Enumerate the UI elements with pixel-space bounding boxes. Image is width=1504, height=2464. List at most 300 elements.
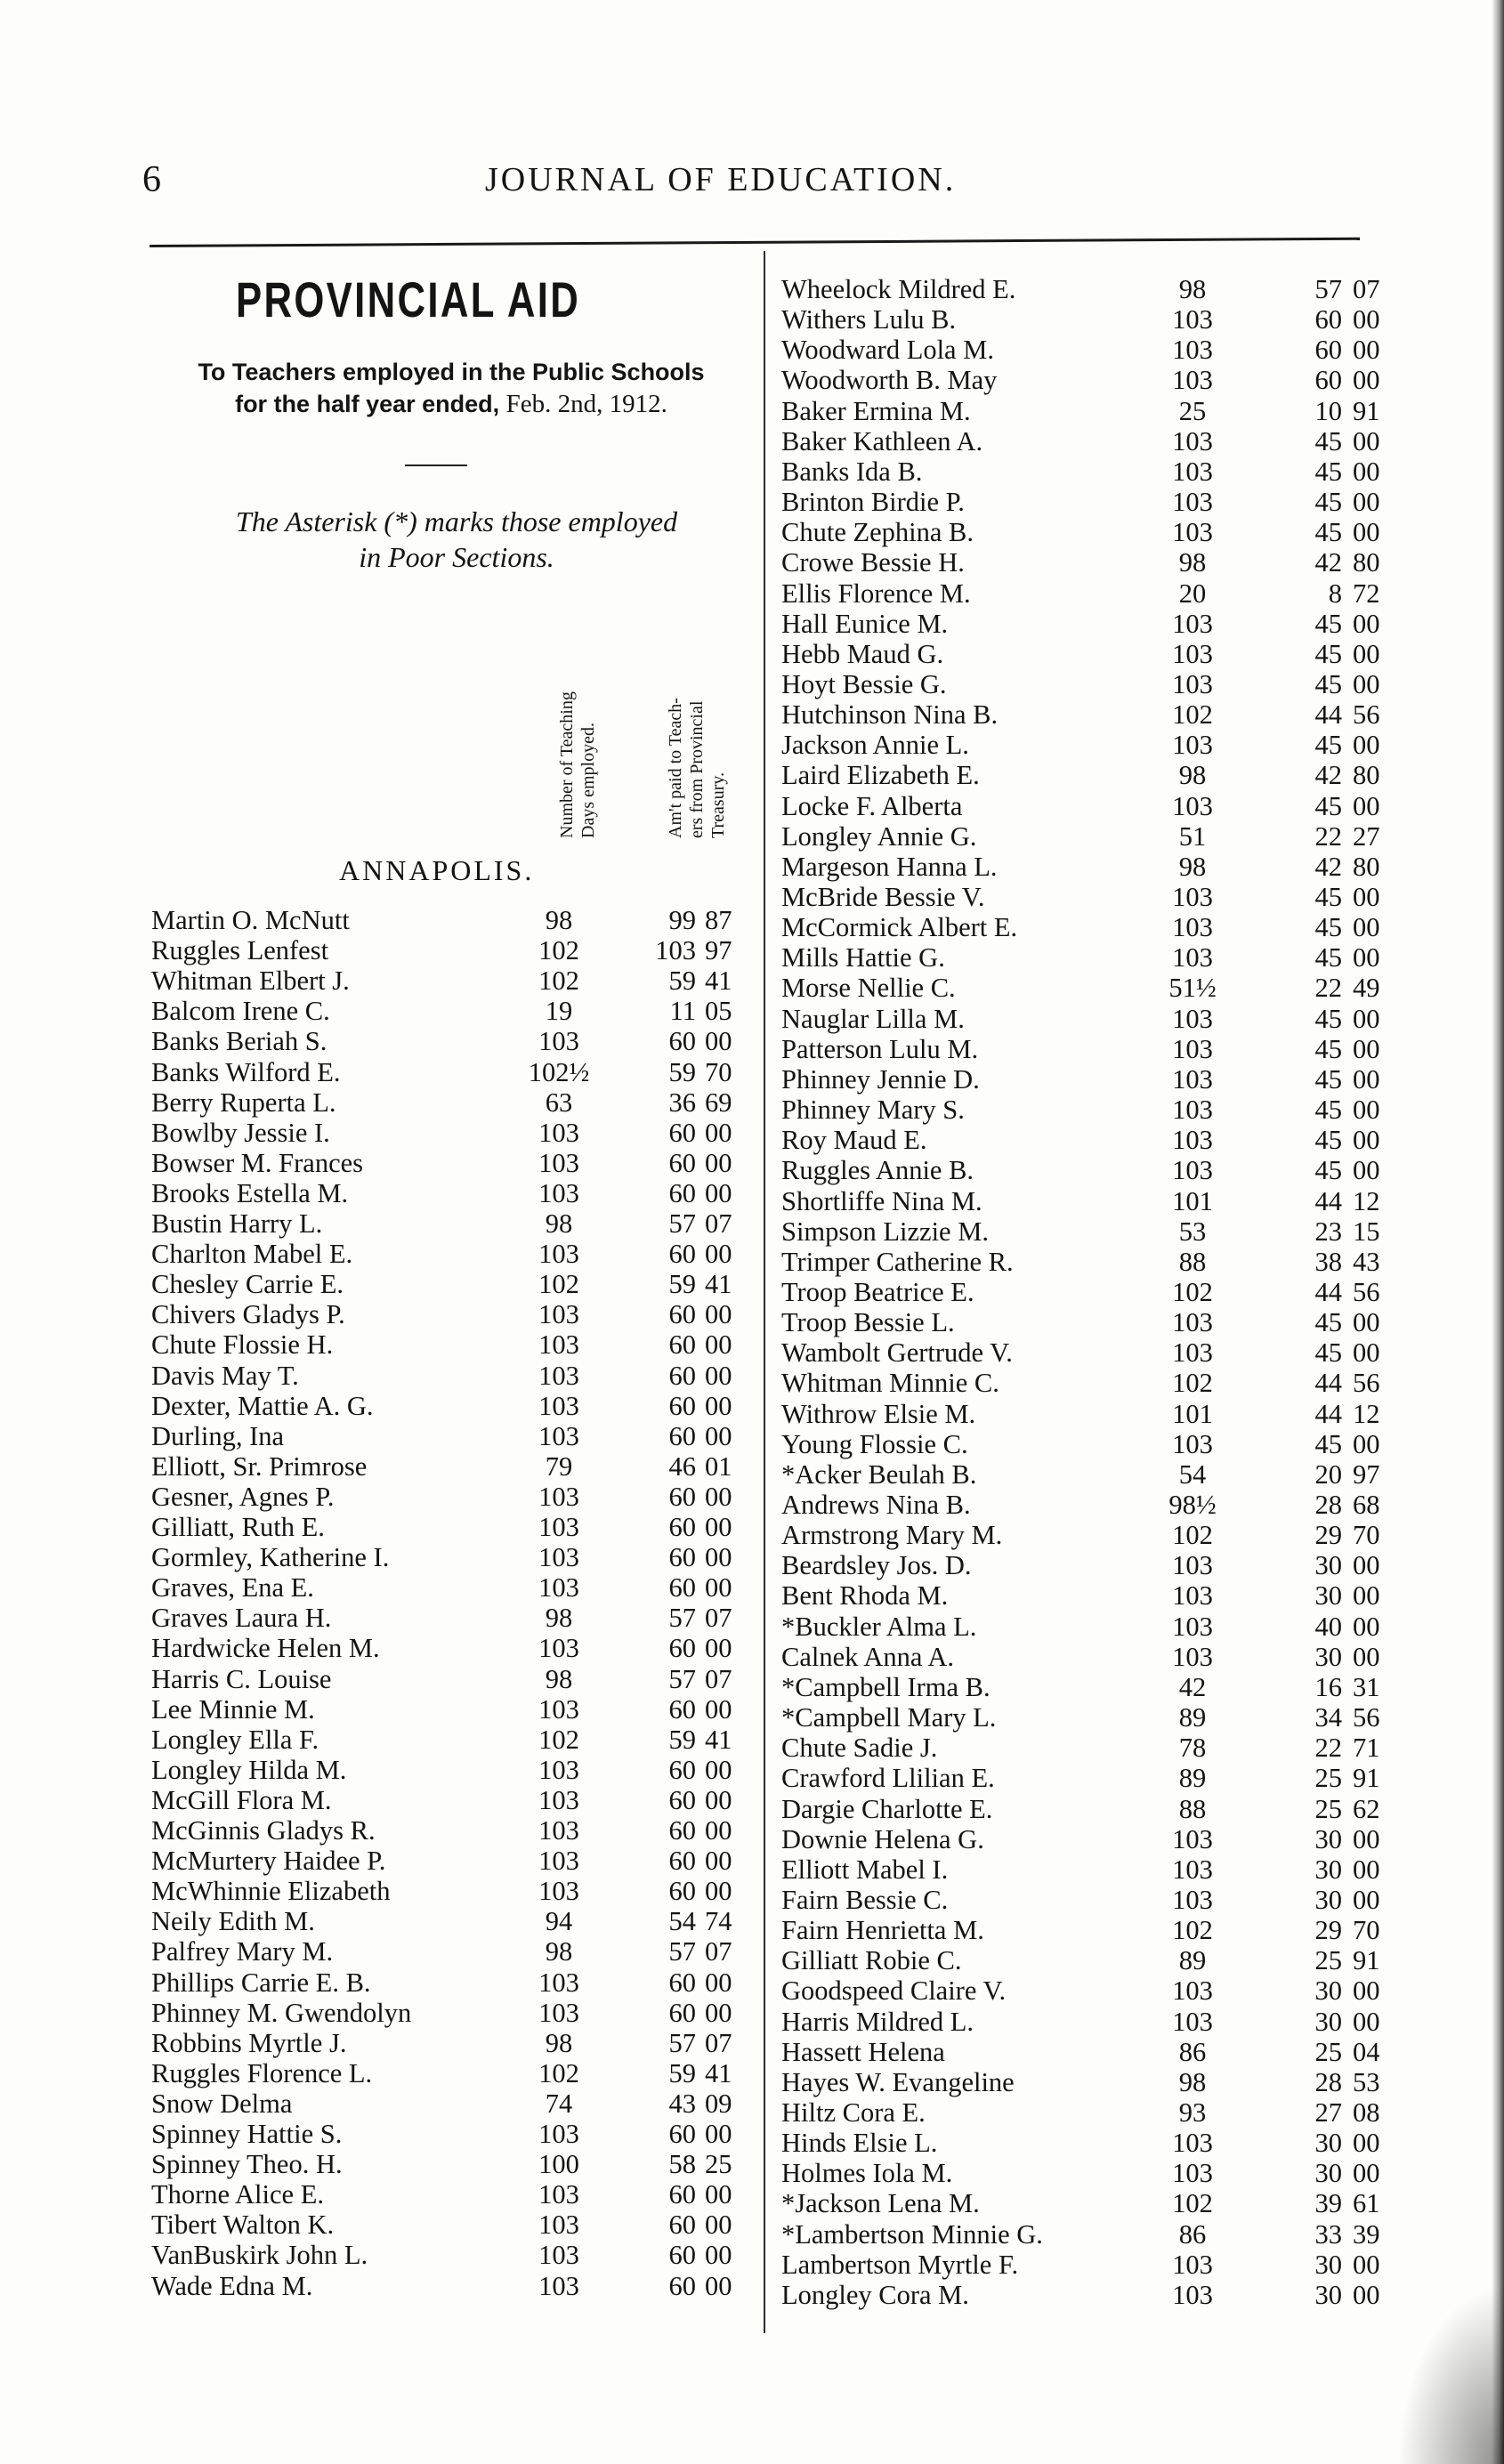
amount-dollars: 60 (668, 1967, 696, 1998)
table-row (781, 1580, 1493, 1611)
amount-dollars: 60 (668, 1633, 696, 1664)
table-row (781, 1399, 1493, 1429)
teacher-name: Longley Annie G. (781, 820, 977, 852)
teacher-name: Andrews Nina B. (781, 1490, 971, 1520)
teaching-days: 103 (538, 1572, 579, 1604)
column-header-days-line-1: Number of Teaching (557, 691, 577, 838)
table-row (151, 1299, 756, 1329)
teacher-name: *Acker Beulah B. (781, 1458, 977, 1490)
table-row (781, 2007, 1493, 2037)
amount-cents: 00 (1353, 1063, 1380, 1095)
amount-dollars: 30 (1314, 2158, 1342, 2189)
teacher-name: Woodward Lola M. (781, 335, 994, 366)
table-row (781, 2128, 1493, 2158)
teaching-days: 98 (1178, 547, 1207, 578)
amount-cents: 07 (705, 2027, 732, 2058)
teaching-days: 86 (1178, 2036, 1207, 2067)
teacher-name: Hayes W. Evangeline (781, 2066, 1015, 2097)
amount-cents: 07 (705, 1603, 732, 1634)
table-row (781, 882, 1493, 912)
teacher-name: Tibert Walton K. (151, 2210, 335, 2241)
amount-cents: 49 (1353, 973, 1380, 1004)
amount-cents: 91 (1353, 1763, 1380, 1794)
amount-dollars: 28 (1314, 1490, 1342, 1520)
amount-cents: 43 (1353, 1246, 1380, 1277)
amount-dollars: 54 (668, 1906, 696, 1937)
column-header-amount (665, 598, 729, 838)
teaching-days: 25 (1178, 395, 1207, 426)
amount-cents: 00 (1353, 1580, 1380, 1612)
table-row (781, 2250, 1493, 2280)
teacher-name: *Buckler Alma L. (781, 1611, 977, 1642)
teaching-days: 103 (538, 1299, 579, 1330)
amount-dollars: 60 (1314, 365, 1342, 396)
amount-dollars: 42 (1314, 760, 1342, 791)
teaching-days: 103 (538, 1481, 579, 1512)
amount-cents: 00 (1353, 365, 1380, 396)
teacher-name: Dexter, Mattie A. G. (151, 1390, 374, 1421)
table-row (781, 1186, 1493, 1216)
amount-dollars: 60 (668, 1147, 696, 1178)
teaching-days: 103 (538, 1997, 579, 2028)
teaching-days: 88 (1178, 1793, 1207, 1824)
amount-dollars: 30 (1314, 2279, 1342, 2310)
amount-cents: 00 (705, 1239, 732, 1270)
amount-cents: 00 (705, 1390, 732, 1421)
amount-cents: 00 (1353, 456, 1380, 487)
teacher-name: Hassett Helena (781, 2036, 945, 2067)
teacher-name: McMurtery Haidee P. (151, 1846, 386, 1877)
teaching-days: 98 (545, 2027, 573, 2058)
table-row (151, 1482, 756, 1512)
teacher-name: Whitman Elbert J. (151, 965, 350, 997)
teaching-days: 103 (1172, 1580, 1213, 1612)
amount-dollars: 30 (1314, 2249, 1342, 2280)
amount-cents: 25 (705, 2149, 732, 2180)
amount-dollars: 43 (668, 2088, 696, 2119)
amount-cents: 91 (1353, 395, 1380, 426)
amount-dollars: 8 (1328, 578, 1342, 609)
amount-dollars: 58 (668, 2149, 696, 2180)
teacher-name: Robbins Myrtle J. (151, 2027, 347, 2058)
teacher-name: Bowlby Jessie I. (151, 1117, 330, 1148)
amount-cents: 15 (1353, 1216, 1380, 1247)
table-row (781, 517, 1493, 547)
teaching-days: 42 (1178, 1671, 1207, 1702)
amount-cents: 00 (705, 1542, 732, 1573)
table-row (781, 1368, 1493, 1398)
teaching-days: 103 (1172, 425, 1213, 456)
table-row (781, 1034, 1493, 1064)
table-row (151, 2271, 756, 2301)
amount-cents: 80 (1353, 760, 1380, 791)
amount-cents: 56 (1353, 1368, 1380, 1399)
teaching-days: 51 (1178, 820, 1207, 852)
teaching-days: 103 (1172, 335, 1213, 366)
amount-dollars: 45 (1314, 1095, 1342, 1126)
table-row (781, 1277, 1493, 1307)
table-row (151, 2179, 756, 2210)
teacher-name: Graves, Ena E. (151, 1572, 314, 1604)
table-row (781, 2219, 1493, 2250)
amount-cents: 00 (1353, 2249, 1380, 2280)
amount-dollars: 25 (1314, 1793, 1342, 1824)
teacher-name: Chivers Gladys P. (151, 1299, 345, 1330)
table-row (151, 1906, 756, 1936)
table-row (781, 1490, 1493, 1520)
amount-dollars: 60 (1314, 335, 1342, 366)
amount-cents: 00 (1353, 1428, 1380, 1459)
teaching-days: 103 (1172, 730, 1213, 761)
amount-cents: 39 (1353, 2218, 1380, 2250)
teacher-name: Woodworth B. May (781, 365, 998, 396)
amount-dollars: 60 (668, 1026, 696, 1057)
amount-cents: 09 (705, 2088, 732, 2119)
teaching-days: 102 (1172, 1915, 1213, 1946)
table-row (781, 973, 1493, 1003)
table-row (151, 965, 756, 996)
table-row (781, 1915, 1493, 1945)
teaching-days: 79 (545, 1450, 573, 1482)
amount-cents: 97 (1353, 1458, 1380, 1490)
amount-dollars: 45 (1314, 487, 1342, 518)
teaching-days: 86 (1178, 2218, 1207, 2250)
amount-dollars: 23 (1314, 1216, 1342, 1247)
table-row (151, 1118, 756, 1148)
teacher-name: Elliott Mabel I. (781, 1854, 949, 1885)
teaching-days: 103 (538, 1420, 579, 1451)
amount-dollars: 29 (1314, 1915, 1342, 1946)
amount-cents: 00 (705, 1572, 732, 1604)
amount-dollars: 60 (668, 1177, 696, 1208)
amount-dollars: 45 (1314, 456, 1342, 487)
amount-dollars: 25 (1314, 2036, 1342, 2067)
amount-dollars: 45 (1314, 730, 1342, 761)
amount-dollars: 60 (668, 1390, 696, 1421)
teaching-days: 103 (1172, 1823, 1213, 1854)
teaching-days: 103 (1172, 608, 1213, 639)
teacher-name: Ruggles Annie B. (781, 1155, 974, 1186)
amount-cents: 56 (1353, 699, 1380, 731)
teaching-days: 51½ (1168, 973, 1217, 1004)
amount-dollars: 38 (1314, 1246, 1342, 1277)
amount-dollars: 103 (655, 935, 696, 966)
amount-dollars: 60 (668, 2240, 696, 2271)
amount-cents: 00 (705, 2240, 732, 2271)
table-row (781, 760, 1493, 790)
table-row (781, 1824, 1493, 1854)
amount-cents: 07 (705, 1936, 732, 1967)
teaching-days: 103 (1172, 1641, 1213, 1672)
amount-cents: 05 (705, 996, 732, 1027)
amount-cents: 00 (1353, 912, 1380, 943)
amount-cents: 00 (1353, 487, 1380, 518)
teaching-days: 102 (1172, 699, 1213, 731)
amount-dollars: 60 (668, 1329, 696, 1361)
teaching-days: 103 (1172, 942, 1213, 973)
teaching-days: 98 (545, 905, 573, 935)
amount-cents: 00 (1353, 668, 1380, 699)
amount-dollars: 44 (1314, 1368, 1342, 1399)
teacher-name: *Lambertson Minnie G. (781, 2218, 1043, 2250)
amount-dollars: 36 (668, 1087, 696, 1118)
teacher-name: Hinds Elsie L. (781, 2128, 938, 2159)
teacher-name: VanBuskirk John L. (151, 2240, 368, 2271)
table-row (151, 1148, 756, 1178)
teacher-name: Harris Mildred L. (781, 2006, 974, 2037)
teaching-days: 103 (538, 2240, 579, 2271)
teacher-name: Roy Maud E. (781, 1125, 927, 1156)
teacher-name: Crawford Llilian E. (781, 1763, 995, 1794)
teacher-name: Bent Rhoda M. (781, 1580, 949, 1612)
teaching-days: 103 (538, 1177, 579, 1208)
amount-dollars: 57 (668, 2027, 696, 2058)
amount-dollars: 60 (668, 1420, 696, 1451)
table-row (781, 304, 1493, 335)
table-row (781, 1155, 1493, 1185)
teaching-days: 93 (1178, 2097, 1207, 2128)
table-row (151, 2119, 756, 2149)
amount-dollars: 60 (668, 1239, 696, 1270)
amount-cents: 00 (1353, 1125, 1380, 1156)
amount-cents: 27 (1353, 820, 1380, 852)
table-row (781, 1612, 1493, 1642)
amount-cents: 41 (705, 965, 732, 997)
table-row (151, 935, 756, 965)
teacher-name: Baker Kathleen A. (781, 425, 983, 456)
teacher-name: Morse Nellie C. (781, 973, 956, 1004)
amount-cents: 80 (1353, 547, 1380, 578)
teaching-days: 98 (1178, 760, 1207, 791)
amount-cents: 12 (1353, 1398, 1380, 1429)
teaching-days: 103 (538, 1754, 579, 1785)
teaching-days: 103 (1172, 638, 1213, 669)
table-row (151, 1785, 756, 1815)
table-row (781, 2037, 1493, 2067)
teacher-name: Withers Lulu B. (781, 304, 957, 335)
amount-dollars: 60 (668, 2270, 696, 2301)
teaching-days: 102 (538, 1724, 579, 1755)
table-row (151, 1239, 756, 1269)
amount-cents: 00 (1353, 730, 1380, 761)
teacher-name: Balcom Irene C. (151, 996, 330, 1027)
amount-dollars: 59 (668, 1724, 696, 1755)
amount-dollars: 59 (668, 965, 696, 997)
column-divider (764, 251, 765, 2333)
teaching-days: 103 (1172, 1337, 1213, 1369)
table-row (781, 1672, 1493, 1702)
asterisk-note-line-2: in Poor Sections. (359, 541, 554, 573)
table-row (151, 1936, 756, 1967)
teaching-days: 103 (538, 1329, 579, 1361)
teaching-days: 98 (545, 1603, 573, 1634)
amount-dollars: 34 (1314, 1702, 1342, 1733)
table-row (781, 1429, 1493, 1459)
table-row (781, 2280, 1493, 2310)
teaching-days: 103 (1172, 2006, 1213, 2037)
teacher-name: Wambolt Gertrude V. (781, 1337, 1013, 1369)
teaching-days: 101 (1172, 1398, 1213, 1429)
amount-dollars: 60 (668, 1876, 696, 1907)
amount-dollars: 45 (1314, 912, 1342, 943)
amount-dollars: 33 (1314, 2218, 1342, 2250)
amount-cents: 00 (1353, 304, 1380, 335)
table-row (781, 426, 1493, 456)
teaching-days: 103 (1172, 2158, 1213, 2189)
teaching-days: 102½ (528, 1056, 590, 1087)
amount-dollars: 59 (668, 1269, 696, 1300)
amount-cents: 62 (1353, 1793, 1380, 1824)
amount-cents: 91 (1353, 1945, 1380, 1976)
teacher-name: Crowe Bessie H. (781, 547, 965, 578)
teacher-name: Palfrey Mary M. (151, 1936, 334, 1967)
teacher-name: Phinney M. Gwendolyn (151, 1997, 412, 2028)
teacher-name: McBride Bessie V. (781, 882, 985, 912)
teaching-days: 53 (1178, 1216, 1207, 1247)
amount-cents: 00 (1353, 1095, 1380, 1126)
teacher-name: Goodspeed Claire V. (781, 1975, 1007, 2007)
table-row (151, 1725, 756, 1755)
amount-dollars: 59 (668, 2057, 696, 2088)
amount-dollars: 60 (1314, 304, 1342, 335)
amount-dollars: 39 (1314, 2188, 1342, 2219)
teaching-days: 103 (538, 1784, 579, 1815)
table-row (151, 1633, 756, 1663)
teaching-days: 98 (1178, 851, 1207, 882)
amount-cents: 00 (1353, 2006, 1380, 2037)
amount-cents: 07 (705, 1208, 732, 1239)
teacher-name: Davis May T. (151, 1360, 299, 1391)
teaching-days: 103 (1172, 1854, 1213, 1885)
amount-cents: 00 (1353, 882, 1380, 912)
table-row (151, 1967, 756, 1998)
amount-cents: 00 (705, 2270, 732, 2301)
teacher-name: Banks Wilford E. (151, 1056, 341, 1087)
teacher-name: Snow Delma (151, 2088, 293, 2119)
teacher-name: Ruggles Florence L. (151, 2057, 373, 2088)
teacher-name: Hardwicke Helen M. (151, 1633, 380, 1664)
scan-edge-shadow (1492, 0, 1504, 2464)
amount-dollars: 45 (1314, 882, 1342, 912)
teacher-name: Phinney Mary S. (781, 1095, 965, 1126)
teacher-name: Banks Beriah S. (151, 1026, 327, 1057)
teaching-days: 101 (1172, 1185, 1213, 1216)
teaching-days: 103 (538, 1390, 579, 1421)
table-row (781, 1095, 1493, 1125)
amount-cents: 70 (705, 1056, 732, 1087)
teaching-days: 103 (1172, 1155, 1213, 1186)
teaching-days: 103 (538, 2119, 579, 2149)
teacher-name: Lee Minnie M. (151, 1693, 315, 1725)
teaching-days: 103 (538, 2270, 579, 2301)
table-row (151, 1421, 756, 1451)
teaching-days: 103 (1172, 668, 1213, 699)
teacher-name: Brinton Birdie P. (781, 487, 965, 518)
teaching-days: 103 (538, 2210, 579, 2241)
teaching-days: 98 (545, 1936, 573, 1967)
teacher-name: Hoyt Bessie G. (781, 668, 947, 699)
amount-cents: 00 (705, 1026, 732, 1057)
teacher-name: Holmes Iola M. (781, 2158, 953, 2189)
teacher-name: Banks Ida B. (781, 456, 923, 487)
table-row (781, 1247, 1493, 1277)
table-row (781, 821, 1493, 852)
table-row (781, 1763, 1493, 1793)
teacher-name: Calnek Anna A. (781, 1641, 954, 1672)
subtitle-text: for the half year ended, (235, 391, 500, 417)
scan-corner-shadow (1397, 2286, 1504, 2464)
teacher-name: Longley Hilda M. (151, 1754, 347, 1785)
teacher-name: Charlton Mabel E. (151, 1239, 353, 1270)
teaching-days: 103 (1172, 2249, 1213, 2280)
amount-cents: 71 (1353, 1733, 1380, 1764)
amount-cents: 00 (1353, 608, 1380, 639)
teacher-name: Lambertson Myrtle F. (781, 2249, 1019, 2280)
teaching-days: 98 (545, 1663, 573, 1694)
teaching-days: 88 (1178, 1246, 1207, 1277)
teacher-name: Jackson Annie L. (781, 730, 969, 761)
teacher-name: Martin O. McNutt (151, 905, 350, 935)
table-row (151, 1542, 756, 1572)
amount-cents: 00 (1353, 517, 1380, 548)
table-row (781, 1520, 1493, 1550)
amount-cents: 72 (1353, 578, 1380, 609)
teaching-days: 98 (545, 1208, 573, 1239)
amount-dollars: 25 (1314, 1763, 1342, 1794)
amount-dollars: 45 (1314, 608, 1342, 639)
amount-cents: 01 (705, 1450, 732, 1482)
amount-dollars: 45 (1314, 517, 1342, 548)
table-row (781, 1004, 1493, 1034)
amount-cents: 07 (1353, 274, 1380, 304)
teacher-name: Young Flossie C. (781, 1428, 968, 1459)
amount-cents: 00 (1353, 2128, 1380, 2159)
amount-dollars: 10 (1314, 395, 1342, 426)
teacher-name: Hebb Maud G. (781, 638, 944, 669)
teaching-days: 103 (1172, 882, 1213, 912)
table-row (781, 912, 1493, 942)
teaching-days: 103 (1172, 1033, 1213, 1064)
teacher-name: McGill Flora M. (151, 1784, 332, 1815)
amount-cents: 00 (705, 1633, 732, 1664)
table-row (781, 1733, 1493, 1763)
amount-cents: 61 (1353, 2188, 1380, 2219)
teaching-days: 89 (1178, 1702, 1207, 1733)
amount-cents: 00 (705, 1481, 732, 1512)
amount-dollars: 44 (1314, 1398, 1342, 1429)
amount-dollars: 60 (668, 2119, 696, 2149)
subtitle-line-1: To Teachers employed in the Public Schools (198, 359, 705, 385)
table-row (781, 1794, 1493, 1824)
teaching-days: 102 (1172, 1520, 1213, 1551)
teaching-days: 74 (545, 2088, 573, 2119)
teacher-name: Berry Ruperta L. (151, 1087, 336, 1118)
teaching-days: 20 (1178, 578, 1207, 609)
teaching-days: 103 (1172, 1095, 1213, 1126)
teacher-name: Laird Elizabeth E. (781, 760, 980, 791)
amount-cents: 53 (1353, 2066, 1380, 2097)
teacher-name: Ruggles Lenfest (151, 935, 329, 966)
teacher-name: Chute Sadie J. (781, 1733, 938, 1764)
journal-title: JOURNAL OF EDUCATION. (485, 161, 957, 198)
column-header-amount-line-3: Treasury. (708, 772, 728, 838)
teacher-name: Wade Edna M. (151, 2270, 313, 2301)
teacher-name: Wheelock Mildred E. (781, 274, 1016, 304)
table-row (781, 1550, 1493, 1580)
teacher-name: Fairn Bessie C. (781, 1884, 949, 1915)
amount-cents: 00 (1353, 425, 1380, 456)
teacher-name: Troop Beatrice E. (781, 1276, 974, 1307)
